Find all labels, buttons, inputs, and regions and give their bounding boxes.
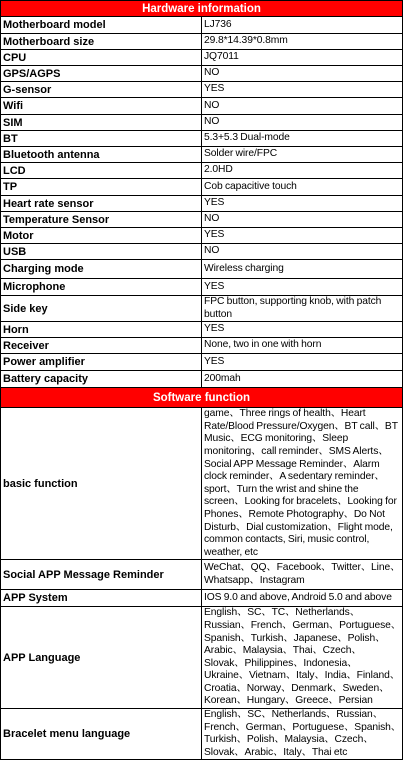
spec-value: YES	[202, 279, 403, 296]
spec-label: Charging mode	[1, 260, 202, 279]
spec-label: Battery capacity	[1, 371, 202, 388]
spec-value: None, two in one with horn	[202, 338, 403, 354]
spec-value: NO	[202, 212, 403, 228]
spec-row-microphone	[1, 279, 403, 296]
spec-label: Motherboard model	[1, 17, 202, 34]
spec-value: Solder wire/FPC	[202, 147, 403, 163]
spec-label: G-sensor	[1, 82, 202, 98]
section-title-hardware: Hardware information	[1, 1, 403, 17]
spec-row-bracelet-menu-language	[1, 709, 403, 760]
spec-row-sim	[1, 115, 403, 131]
spec-label: Motherboard size	[1, 34, 202, 50]
spec-value: NO	[202, 66, 403, 82]
spec-row-motherboard-model	[1, 17, 403, 34]
spec-value: LJ736	[202, 17, 403, 34]
spec-row-basic-function	[1, 408, 403, 560]
spec-row-bluetooth-antenna	[1, 147, 403, 163]
spec-row-app-language	[1, 607, 403, 709]
spec-row-motherboard-size	[1, 34, 403, 50]
spec-value: YES	[202, 196, 403, 212]
spec-row-receiver	[1, 338, 403, 354]
spec-label: Bluetooth antenna	[1, 147, 202, 163]
spec-label: Side key	[1, 296, 202, 322]
section-header-hardware	[1, 1, 403, 17]
spec-label: CPU	[1, 50, 202, 66]
spec-label: Motor	[1, 228, 202, 244]
spec-row-battery-capacity	[1, 371, 403, 388]
spec-value: NO	[202, 115, 403, 131]
spec-value: YES	[202, 354, 403, 371]
spec-label: Receiver	[1, 338, 202, 354]
spec-row-usb	[1, 244, 403, 260]
spec-value: 200mah	[202, 371, 403, 388]
spec-value: WeChat、QQ、Facebook、Twitter、Line、Whatsapp、Instagram	[202, 560, 403, 590]
spec-label: BT	[1, 131, 202, 147]
spec-value: NO	[202, 244, 403, 260]
spec-label: Microphone	[1, 279, 202, 296]
spec-label: SIM	[1, 115, 202, 131]
spec-row-bt	[1, 131, 403, 147]
spec-value: game、Three rings of health、Heart Rate/Blood Pressure/Oxygen、BT call、BT Music、ECG monitoring、Sleep monitoring、call reminder、SMS Alerts、Social APP Message Reminder、Alarm clock reminder、A sedentary reminder、sport、Turn the wrist and shine the screen、Looking for bracelets、Looking for Phones、Remote Photography、Do Not Disturb、Dial customization、Flight mode, common contacts, Siri, music control, weather, etc	[202, 408, 403, 560]
spec-label: GPS/AGPS	[1, 66, 202, 82]
spec-row-tp	[1, 179, 403, 196]
spec-label: Heart rate sensor	[1, 196, 202, 212]
spec-row-horn	[1, 322, 403, 338]
spec-label: Power amplifier	[1, 354, 202, 371]
spec-label: APP System	[1, 590, 202, 607]
spec-label: APP Language	[1, 607, 202, 709]
spec-row-side-key	[1, 296, 403, 322]
spec-row-motor	[1, 228, 403, 244]
spec-row-power-amplifier	[1, 354, 403, 371]
spec-label: TP	[1, 179, 202, 196]
spec-row-app-system	[1, 590, 403, 607]
spec-row-social-app-reminder	[1, 560, 403, 590]
spec-label: Temperature Sensor	[1, 212, 202, 228]
spec-row-wifi	[1, 98, 403, 115]
spec-value: NO	[202, 98, 403, 115]
spec-label: USB	[1, 244, 202, 260]
spec-label: Bracelet menu language	[1, 709, 202, 760]
spec-row-heart-rate-sensor	[1, 196, 403, 212]
spec-value: FPC button, supporting knob, with patch button	[202, 296, 403, 322]
spec-label: Horn	[1, 322, 202, 338]
spec-row-gps-agps	[1, 66, 403, 82]
spec-value: Cob capacitive touch	[202, 179, 403, 196]
spec-label: basic function	[1, 408, 202, 560]
section-title-software: Software function	[1, 388, 403, 408]
spec-value: English、SC、Netherlands、Russian、French、German、Portuguese、Spanish、Turkish、Polish、Malaysia、Czech、Slovak、Arabic、Italy、Thai etc	[202, 709, 403, 760]
spec-value: 5.3+5.3 Dual-mode	[202, 131, 403, 147]
spec-value: Wireless charging	[202, 260, 403, 279]
section-header-software	[1, 388, 403, 408]
spec-row-temperature-sensor	[1, 212, 403, 228]
spec-row-lcd	[1, 163, 403, 179]
spec-value: 2.0HD	[202, 163, 403, 179]
spec-row-g-sensor	[1, 82, 403, 98]
spec-label: Wifi	[1, 98, 202, 115]
spec-value: English、SC、TC、Netherlands、Russian、French、German、Portuguese、Spanish、Turkish、Japanese、Polish、Arabic、Malaysia、Thai、Czech、Slovak、Philippines、Indonesia、Ukraine、Vietnam、Italy、India、Finland、Croatia、Norway、Denmark、Sweden、Korean、Hungary、Greece、Persian	[202, 607, 403, 709]
spec-label: LCD	[1, 163, 202, 179]
spec-value: IOS 9.0 and above, Android 5.0 and above	[202, 590, 403, 607]
spec-label: Social APP Message Reminder	[1, 560, 202, 590]
spec-value: YES	[202, 322, 403, 338]
spec-value: YES	[202, 82, 403, 98]
spec-value: YES	[202, 228, 403, 244]
spec-value: 29.8*14.39*0.8mm	[202, 34, 403, 50]
spec-row-cpu	[1, 50, 403, 66]
spec-row-charging-mode	[1, 260, 403, 279]
spec-value: JQ7011	[202, 50, 403, 66]
